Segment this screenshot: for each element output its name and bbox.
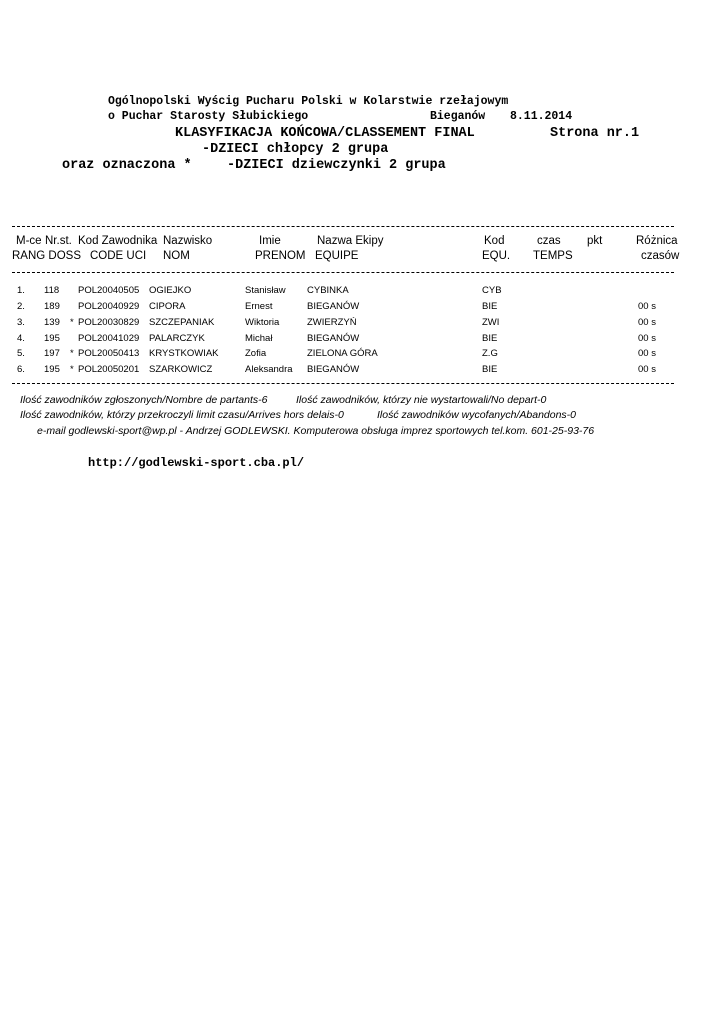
marked-prefix: oraz oznaczona *	[62, 158, 192, 173]
col-teamcode-fr: EQU.	[482, 250, 511, 262]
cell-code: POL20030829	[78, 317, 140, 328]
cell-bib: 195	[44, 333, 60, 344]
col-team-fr: EQUIPE	[315, 250, 359, 262]
registered-count: Ilość zawodników zgłoszonych/Nombre de partants-6	[20, 394, 268, 406]
cell-marker: *	[70, 364, 74, 375]
cell-rank: 5.	[17, 348, 25, 359]
col-surname-fr: NOM	[163, 250, 190, 262]
col-code: Kod Zawodnika	[78, 235, 158, 247]
col-diff: Różnica	[636, 235, 678, 247]
cell-teamcode: Z.G	[482, 348, 498, 359]
cell-team: ZWIERZYŃ	[307, 317, 357, 328]
cell-marker: *	[70, 317, 74, 328]
cell-rank: 4.	[17, 333, 25, 344]
cell-teamcode: ZWI	[482, 317, 500, 328]
category-boys: -DZIECI chłopcy 2 grupa	[202, 142, 389, 157]
col-rank-bib-fr: RANG DOSS	[12, 250, 82, 262]
col-points: pkt	[587, 235, 603, 247]
cell-surname: SZARKOWICZ	[149, 364, 213, 375]
col-teamcode: Kod	[484, 235, 505, 247]
cell-surname: CIPORA	[149, 301, 186, 312]
cell-rank: 3.	[17, 317, 25, 328]
col-bib: Nr.st.	[45, 235, 72, 247]
event-place: Bieganów	[430, 110, 486, 123]
table-bottom-rule	[12, 383, 674, 384]
cell-code: POL20050201	[78, 364, 140, 375]
cell-bib: 195	[44, 364, 60, 375]
cell-diff: 00 s	[638, 333, 656, 344]
website-link[interactable]: http://godlewski-sport.cba.pl/	[88, 456, 305, 470]
col-rank: M-ce	[16, 235, 42, 247]
cell-rank: 2.	[17, 301, 25, 312]
cell-teamcode: BIE	[482, 364, 498, 375]
cell-firstname: Zofia	[245, 348, 267, 359]
cell-team: BIEGANÓW	[307, 301, 360, 312]
cell-bib: 118	[44, 285, 60, 296]
page-number: Strona nr.1	[550, 126, 640, 141]
col-time-fr: TEMPS	[533, 250, 573, 262]
cell-code: POL20040929	[78, 301, 140, 312]
cell-firstname: Ernest	[245, 301, 273, 312]
cell-teamcode: BIE	[482, 301, 498, 312]
cell-firstname: Stanisław	[245, 285, 286, 296]
event-date: 8.11.2014	[510, 110, 573, 123]
cell-surname: PALARCZYK	[149, 333, 205, 344]
contact-line: e-mail godlewski-sport@wp.pl - Andrzej GODLEWSKI. Komputerowa obsługa imprez sportowych tel.kom. 601-25-93-76	[37, 425, 595, 437]
cell-marker: *	[70, 348, 74, 359]
col-firstname-fr: PRENOM	[255, 250, 306, 262]
cell-team: BIEGANÓW	[307, 364, 360, 375]
cell-surname: KRYSTKOWIAK	[149, 348, 219, 359]
col-team: Nazwa Ekipy	[317, 235, 384, 247]
cell-code: POL20040505	[78, 285, 140, 296]
event-title: Ogólnopolski Wyścig Pucharu Polski w Kolarstwie rzełajowym	[108, 95, 509, 108]
cell-code: POL20041029	[78, 333, 140, 344]
cell-diff: 00 s	[638, 317, 656, 328]
cell-diff: 00 s	[638, 301, 656, 312]
cell-team: ZIELONA GÓRA	[307, 348, 378, 359]
cell-firstname: Aleksandra	[245, 364, 293, 375]
header-bottom-rule	[12, 272, 674, 273]
col-firstname: Imie	[259, 235, 281, 247]
cell-code: POL20050413	[78, 348, 140, 359]
cell-rank: 1.	[17, 285, 25, 296]
cell-diff: 00 s	[638, 348, 656, 359]
col-diff-fr: czasów	[641, 250, 680, 262]
classification-title: KLASYFIKACJA KOŃCOWA/CLASSEMENT FINAL	[175, 126, 475, 141]
cell-rank: 6.	[17, 364, 25, 375]
cell-surname: SZCZEPANIAK	[149, 317, 215, 328]
over-limit-count: Ilość zawodników, którzy przekroczyli limit czasu/Arrives hors delais-0	[20, 409, 344, 421]
cell-firstname: Michał	[245, 333, 273, 344]
withdrawn-count: Ilość zawodników wycofanych/Abandons-0	[377, 409, 577, 421]
cell-teamcode: CYB	[482, 285, 502, 296]
cell-teamcode: BIE	[482, 333, 498, 344]
cup-title: o Puchar Starosty Słubickiego	[108, 110, 309, 123]
col-time: czas	[537, 235, 561, 247]
cell-bib: 197	[44, 348, 60, 359]
not-started-count: Ilość zawodników, którzy nie wystartowali/No depart-0	[296, 394, 547, 406]
cell-diff: 00 s	[638, 364, 656, 375]
cell-bib: 189	[44, 301, 60, 312]
col-surname: Nazwisko	[163, 235, 213, 247]
cell-firstname: Wiktoria	[245, 317, 280, 328]
cell-bib: 139	[44, 317, 60, 328]
col-code-fr: CODE UCI	[90, 250, 147, 262]
cell-team: CYBINKA	[307, 285, 349, 296]
category-girls: -DZIECI dziewczynki 2 grupa	[227, 158, 446, 173]
table-top-rule	[12, 226, 674, 227]
cell-surname: OGIEJKO	[149, 285, 192, 296]
cell-team: BIEGANÓW	[307, 333, 360, 344]
